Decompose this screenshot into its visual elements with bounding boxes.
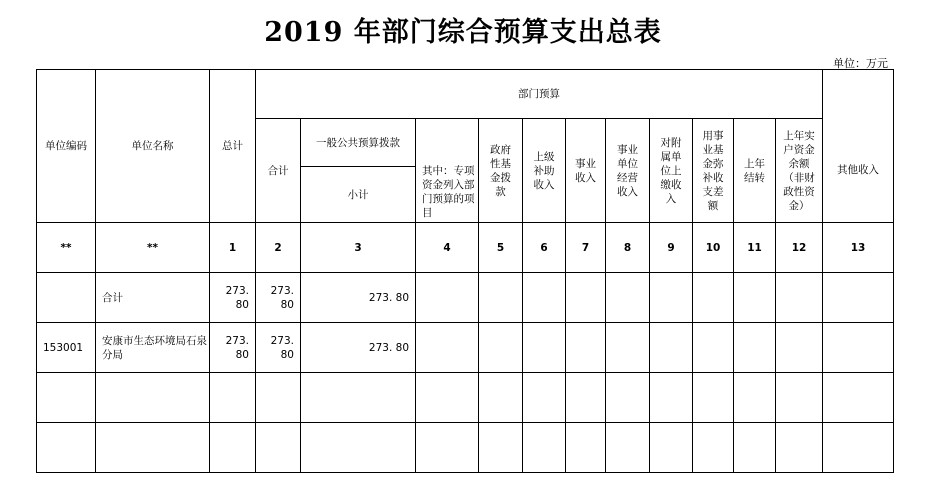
cell-empty — [479, 423, 523, 473]
budget-table — [36, 69, 894, 473]
cell-empty — [693, 373, 734, 423]
index-cell: 11 — [734, 223, 776, 273]
cell-empty — [776, 323, 823, 373]
index-cell: ** — [37, 223, 96, 273]
header-business-income: 事业收入 — [566, 119, 606, 223]
table-row — [37, 373, 894, 423]
cell-empty — [566, 423, 606, 473]
cell-unit-code — [37, 273, 96, 323]
table-row — [37, 423, 894, 473]
unit-label: 单位：万元 — [833, 57, 888, 70]
cell-empty — [256, 423, 301, 473]
cell-empty — [693, 323, 734, 373]
cell-empty — [96, 373, 210, 423]
cell-empty — [256, 373, 301, 423]
header-special-funds: 其中：专项资金列入部门预算的项目 — [416, 119, 479, 223]
cell-empty — [479, 273, 523, 323]
cell-empty — [523, 423, 566, 473]
cell-empty — [566, 373, 606, 423]
index-cell: ** — [96, 223, 210, 273]
index-cell: 4 — [416, 223, 479, 273]
cell-empty — [479, 323, 523, 373]
index-cell: 13 — [823, 223, 894, 273]
header-superior-subsidy: 上级补助收入 — [523, 119, 566, 223]
table-row — [37, 273, 894, 323]
cell-empty — [566, 273, 606, 323]
cell-unit-name: 安康市生态环境局石泉分局 — [96, 323, 210, 373]
cell-empty — [523, 273, 566, 323]
cell-empty — [776, 423, 823, 473]
cell-empty — [416, 273, 479, 323]
page-title: 2019 年部门综合预算支出总表 — [264, 17, 662, 48]
cell-empty — [210, 423, 256, 473]
header-general-public-budget: 一般公共预算拨款 — [301, 119, 416, 167]
header-total: 总计 — [210, 70, 256, 223]
index-cell: 1 — [210, 223, 256, 273]
index-cell: 10 — [693, 223, 734, 273]
header-business-unit-operating: 事业单位经营收入 — [606, 119, 650, 223]
cell-empty — [650, 373, 693, 423]
header-other-income: 其他收入 — [823, 119, 894, 223]
cell-empty — [734, 373, 776, 423]
cell-empty — [301, 373, 416, 423]
header-dept-budget: 部门预算 — [256, 70, 823, 119]
index-cell: 2 — [256, 223, 301, 273]
cell-empty — [37, 423, 96, 473]
index-cell: 5 — [479, 223, 523, 273]
cell-empty — [416, 373, 479, 423]
cell-unit-code: 153001 — [37, 323, 96, 373]
cell-empty — [693, 423, 734, 473]
cell-empty — [650, 323, 693, 373]
cell-empty — [734, 423, 776, 473]
cell-empty — [693, 273, 734, 323]
cell-general-subtotal: 273. 80 — [301, 273, 416, 323]
cell-general-subtotal: 273. 80 — [301, 323, 416, 373]
cell-empty — [823, 323, 894, 373]
index-cell: 8 — [606, 223, 650, 273]
header-unit-code: 单位编码 — [37, 70, 96, 223]
cell-empty — [566, 323, 606, 373]
cell-empty — [606, 323, 650, 373]
cell-empty — [606, 423, 650, 473]
index-cell: 6 — [523, 223, 566, 273]
cell-empty — [650, 273, 693, 323]
header-subtotal: 小计 — [301, 167, 416, 223]
index-cell: 3 — [301, 223, 416, 273]
cell-empty — [823, 273, 894, 323]
index-cell: 9 — [650, 223, 693, 273]
cell-empty — [37, 373, 96, 423]
cell-total: 273. 80 — [210, 273, 256, 323]
cell-empty — [479, 373, 523, 423]
cell-subtotal-all: 273. 80 — [256, 323, 301, 373]
cell-empty — [301, 423, 416, 473]
cell-empty — [416, 323, 479, 373]
cell-empty — [823, 373, 894, 423]
header-unit-name: 单位名称 — [96, 70, 210, 223]
header-subtotal-all: 合计 — [256, 119, 301, 223]
header-gov-fund: 政府性基金拨款 — [479, 119, 523, 223]
index-row — [37, 223, 894, 273]
cell-empty — [523, 373, 566, 423]
header-blank-cell — [823, 70, 894, 119]
cell-empty — [210, 373, 256, 423]
cell-empty — [606, 273, 650, 323]
header-affiliated-unit-turnover: 对附属单位上缴收入 — [650, 119, 693, 223]
cell-empty — [606, 373, 650, 423]
header-business-fund-deficit: 用事业基金弥补收支差额 — [693, 119, 734, 223]
cell-empty — [734, 273, 776, 323]
index-cell: 12 — [776, 223, 823, 273]
header-carry-over: 上年结转 — [734, 119, 776, 223]
cell-subtotal-all: 273. 80 — [256, 273, 301, 323]
cell-empty — [734, 323, 776, 373]
cell-total: 273. 80 — [210, 323, 256, 373]
header-prior-year-balance: 上年实户资金余额（非财政性资金） — [776, 119, 823, 223]
cell-empty — [650, 423, 693, 473]
cell-empty — [96, 423, 210, 473]
cell-empty — [776, 273, 823, 323]
table-row — [37, 323, 894, 373]
cell-empty — [776, 373, 823, 423]
cell-empty — [823, 423, 894, 473]
cell-empty — [416, 423, 479, 473]
cell-unit-name: 合计 — [96, 273, 210, 323]
index-cell: 7 — [566, 223, 606, 273]
cell-empty — [523, 323, 566, 373]
